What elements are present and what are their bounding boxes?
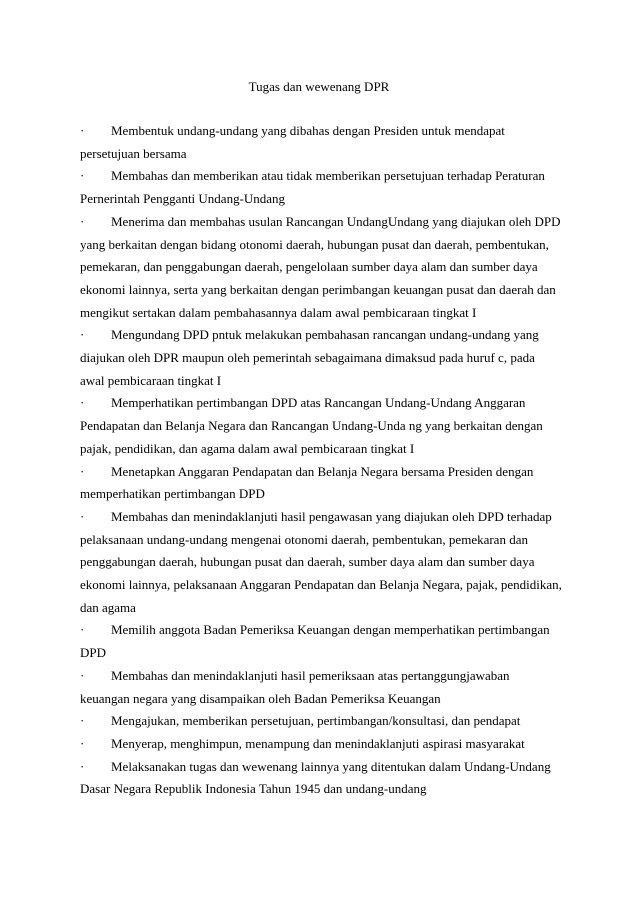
bullet-icon: · [80,327,85,343]
bullet-icon: · [80,713,85,729]
list-item-text: Membahas dan menindaklanjuti hasil pemeriksaan atas pertanggungjawaban keuangan negara yang disampaikan oleh Badan Pemeriksa Keuangan [80,667,510,706]
list-item [80,165,562,210]
list-item [80,733,562,756]
bullet-icon: · [80,735,85,751]
bullet-icon: · [80,123,85,138]
bullet-icon: · [80,395,85,411]
list-item [80,324,562,392]
list-item [80,461,562,506]
list-item-text: Mengundang DPD pntuk melakukan pembahasan rancangan undang-undang yang diajukan oleh DPR maupun oleh pemerintah sebagaimana dimaksud pada huruf c, pada awal pembicaraan tingkat I [80,327,539,388]
bullet-icon: · [80,758,85,774]
bullet-icon: · [80,508,85,524]
bullet-icon: · [80,213,85,229]
list-item-text: Menerima dan membahas usulan Rancangan UndangUndang yang diajukan oleh DPD yang berkaitan dengan bidang otonomi daerah, hubungan pusat dan daerah, pembentukan, pemekaran, dan penggabungan daerah, pengelolaan sumber daya alam dan sumber daya ekonomi lainnya, serta yang berkaitan dengan perimbangan keuangan pusat dan daerah dan mengikut sertakan dalam pembahasannya dalam awal pembicaraan tingkat I [80,213,561,320]
bullet-icon: · [80,667,85,683]
list-item [80,506,562,620]
bullet-icon: · [80,463,85,479]
list-item [80,756,562,801]
list-item [80,710,562,733]
list-item-text: Memperhatikan pertimbangan DPD atas Rancangan Undang-Undang Anggaran Pendapatan dan Belanja Negara dan Rancangan Undang-Unda ng yang berkaitan dengan pajak, pendidikan, dan agama dalam awal pembicaraan tingkat I [80,395,543,456]
list-item-text: Memilih anggota Badan Pemeriksa Keuangan dengan memperhatikan pertimbangan DPD [80,622,550,661]
list-item-text: Menyerap, menghimpun, menampung dan menindaklanjuti aspirasi masyarakat [111,735,525,751]
list-item [80,211,562,325]
list-item-text: Membentuk undang-undang yang dibahas dengan Presiden untuk mendapat persetujuan bersama [80,123,505,161]
list-item-text: Melaksanakan tugas dan wewenang lainnya yang ditentukan dalam Undang-Undang Dasar Negara Republik Indonesia Tahun 1945 dan undang-undang [80,758,551,797]
list-item-text: Membahas dan menindaklanjuti hasil pengawasan yang diajukan oleh DPD terhadap pelaksanaan undang-undang mengenai otonomi daerah, pembentukan, pemekaran dan penggabungan daerah, hubungan pusat dan daerah, sumber daya alam dan sumber daya ekonomi lainnya, pelaksanaan Anggaran Pendapatan dan Belanja Negara, pajak, pendidikan, dan agama [80,508,562,615]
bullet-icon: · [80,622,85,638]
list-item [80,665,562,710]
document-title: Tugas dan wewenang DPR [248,79,390,94]
bullet-icon: · [80,168,85,184]
list-item [80,120,562,165]
list-item-text: Membahas dan memberikan atau tidak memberikan persetujuan terhadap Peraturan Pernerintah Pengganti Undang-Undang [80,168,545,207]
list-item-text: Mengajukan, memberikan persetujuan, pertimbangan/konsultasi, dan pendapat [111,713,521,729]
list-item [80,619,562,664]
list-item-text: Menetapkan Anggaran Pendapatan dan Belanja Negara bersama Presiden dengan memperhatikan pertimbangan DPD [80,463,534,502]
list-item [80,392,562,460]
duties-list [80,120,562,801]
